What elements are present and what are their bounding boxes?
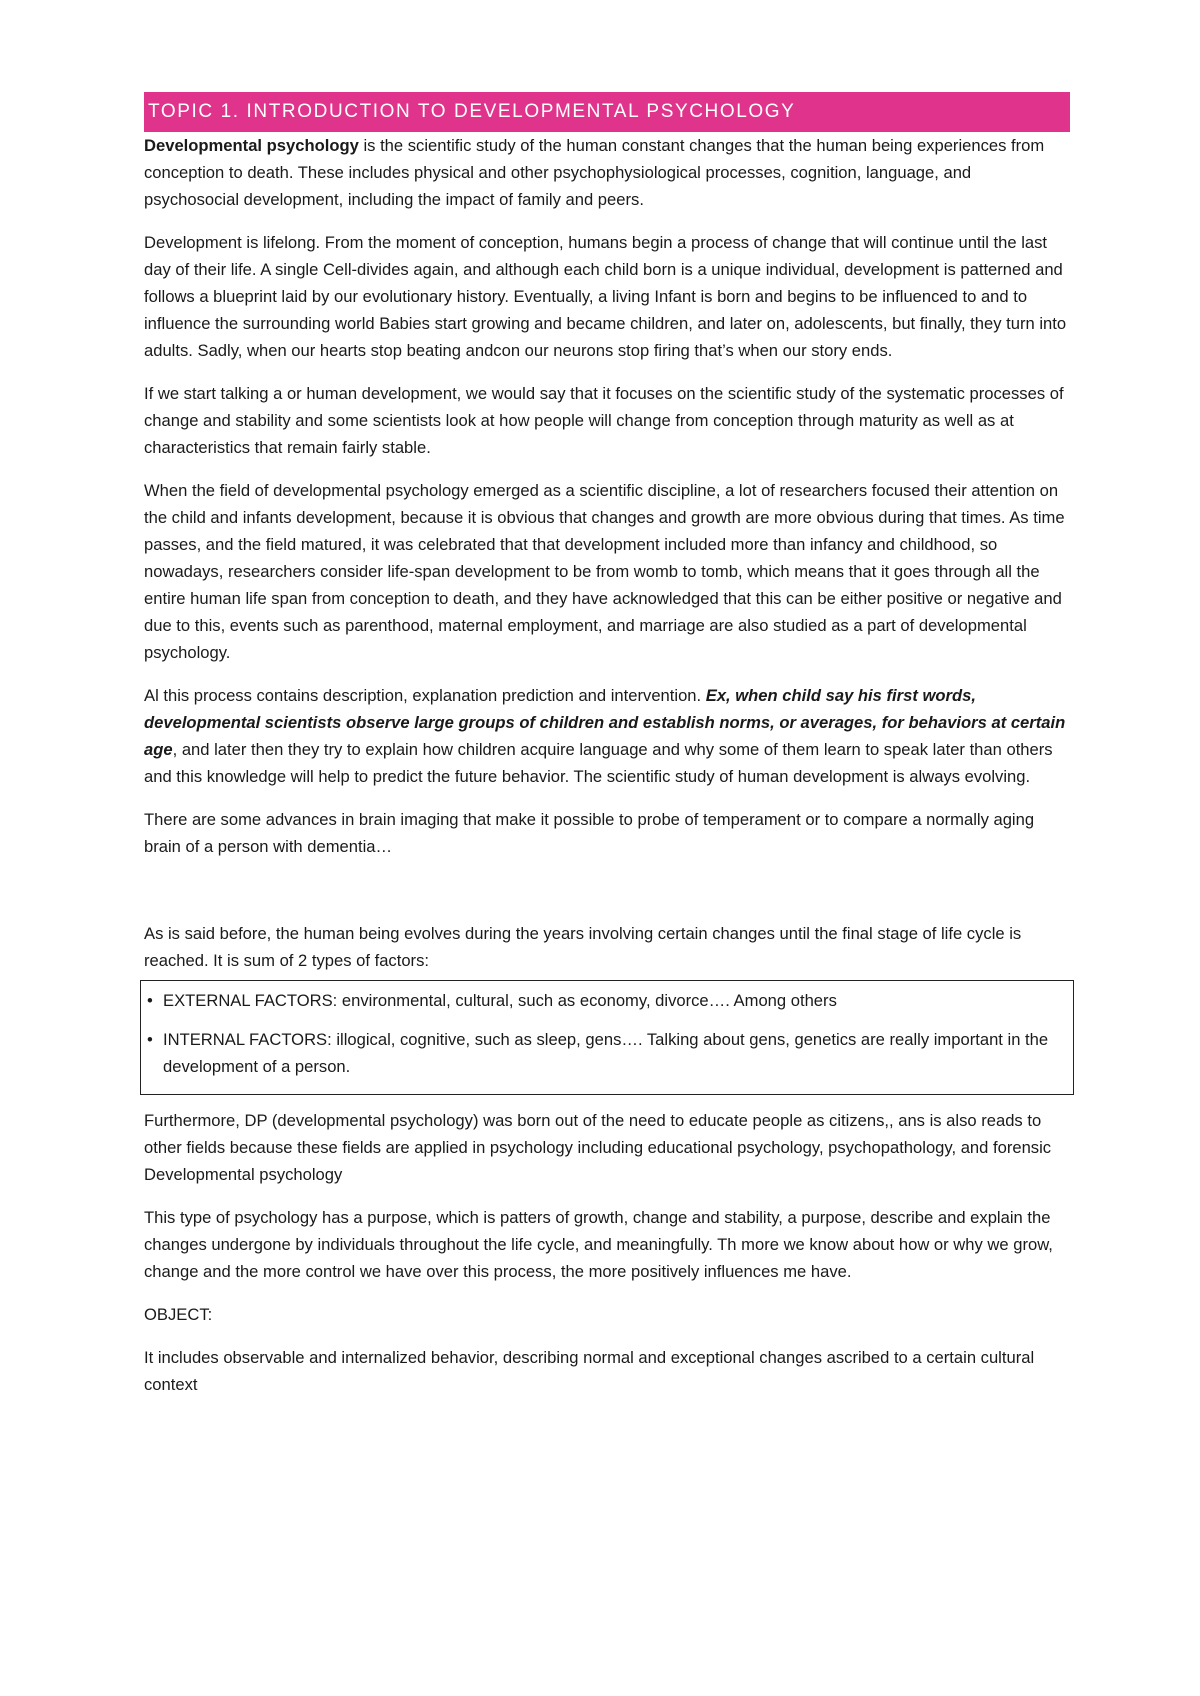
list-item-internal-factors xyxy=(147,1026,1067,1080)
paragraph-lifelong: Development is lifelong. From the moment of conception, humans begin a process of change that will continue until the last day of their life. A single Cell-divides again, and although each child born is a unique individual, development is patterned and follows a blueprint laid by our evolutionary history. Eventually, a living Infant is born and begins to be influenced to and to influence the surrounding world Babies start growing and became children, and later on, adolescents, but finally, they turn into adults. Sadly, when our hearts stop beating andcon our neurons stop firing that’s when our story ends. xyxy=(144,233,1067,360)
object-heading: OBJECT: xyxy=(144,1305,213,1324)
definition-text: is the scientific study of the human constant changes that the human being experiences from conception to death. These includes physical and other psychophysiological processes, cognition, language, and psychosocial development, including the impact of family and peers. xyxy=(144,136,1045,209)
paragraph-purpose: This type of psychology has a purpose, which is patters of growth, change and stability, a purpose, describe and explain the changes undergone by individuals throughout the life cycle, and meaningfully. Th more we know about how or why we grow, change and the more control we have over this process, the more positively influences me have. xyxy=(144,1208,1053,1281)
page-title: TOPIC 1. INTRODUCTION TO DEVELOPMENTAL PSYCHOLOGY xyxy=(144,92,1070,132)
process-text-rest: , and later then they try to explain how children acquire language and why some of them learn to speak later than others and this knowledge will help to predict the future behavior. The scientific study of human development is always evolving. xyxy=(144,740,1053,786)
process-example: Ex, when child say his first words, developmental scientists observe large groups of children and establish norms, or averages, for behaviors at certain age xyxy=(144,686,1066,759)
paragraph-field-history: When the field of developmental psychology emerged as a scientific discipline, a lot of researchers focused their attention on the child and infants development, because it is obvious that changes and growth are more obvious during that times. As time passes, and the field matured, it was celebrated that that development included more than infancy and childhood, so nowadays, researchers consider life-span development to be from womb to tomb, which means that it goes through all the entire human life span from conception to death, and they have acknowledged that this can be either positive or negative and due to this, events such as parenthood, maternal employment, and marriage are also studied as a part of developmental psychology. xyxy=(144,481,1065,662)
paragraph-factors-intro: As is said before, the human being evolves during the years involving certain changes until the final stage of life cycle is reached. It is sum of 2 types of factors: xyxy=(144,924,1022,970)
section-gap xyxy=(144,876,1070,920)
process-text-intro: Al this process contains description, explanation prediction and intervention. xyxy=(144,686,706,705)
paragraph-process xyxy=(144,682,1070,790)
definition-term: Developmental psychology xyxy=(144,136,359,155)
paragraph-human-development: If we start talking a or human development, we would say that it focuses on the scientific study of the systematic processes of change and stability and some scientists look at how people will change from conception through maturity as well as at characteristics that remain fairly stable. xyxy=(144,384,1064,457)
bullet-icon: • xyxy=(147,1030,153,1049)
document-page xyxy=(144,92,1070,1414)
internal-factors-text: INTERNAL FACTORS: illogical, cognitive, such as sleep, gens…. Talking about gens, genetics are really important in the development of a person. xyxy=(163,1030,1049,1076)
factors-box xyxy=(140,980,1074,1095)
paragraph-object: It includes observable and internalized behavior, describing normal and exceptional changes ascribed to a certain cultural context xyxy=(144,1348,1035,1394)
paragraph-definition xyxy=(144,132,1070,213)
paragraph-origin: Furthermore, DP (developmental psychology) was born out of the need to educate people as citizens,, ans is also reads to other fields because these fields are applied in psychology including educational psychology, psychopathology, and forensic Developmental psychology xyxy=(144,1111,1052,1184)
paragraph-brain-imaging: There are some advances in brain imaging that make it possible to probe of temperament or to compare a normally aging brain of a person with dementia… xyxy=(144,810,1035,856)
bullet-icon: • xyxy=(147,991,153,1010)
external-factors-text: EXTERNAL FACTORS: environmental, cultural, such as economy, divorce…. Among others xyxy=(163,991,837,1010)
list-item-external-factors xyxy=(147,987,1067,1014)
